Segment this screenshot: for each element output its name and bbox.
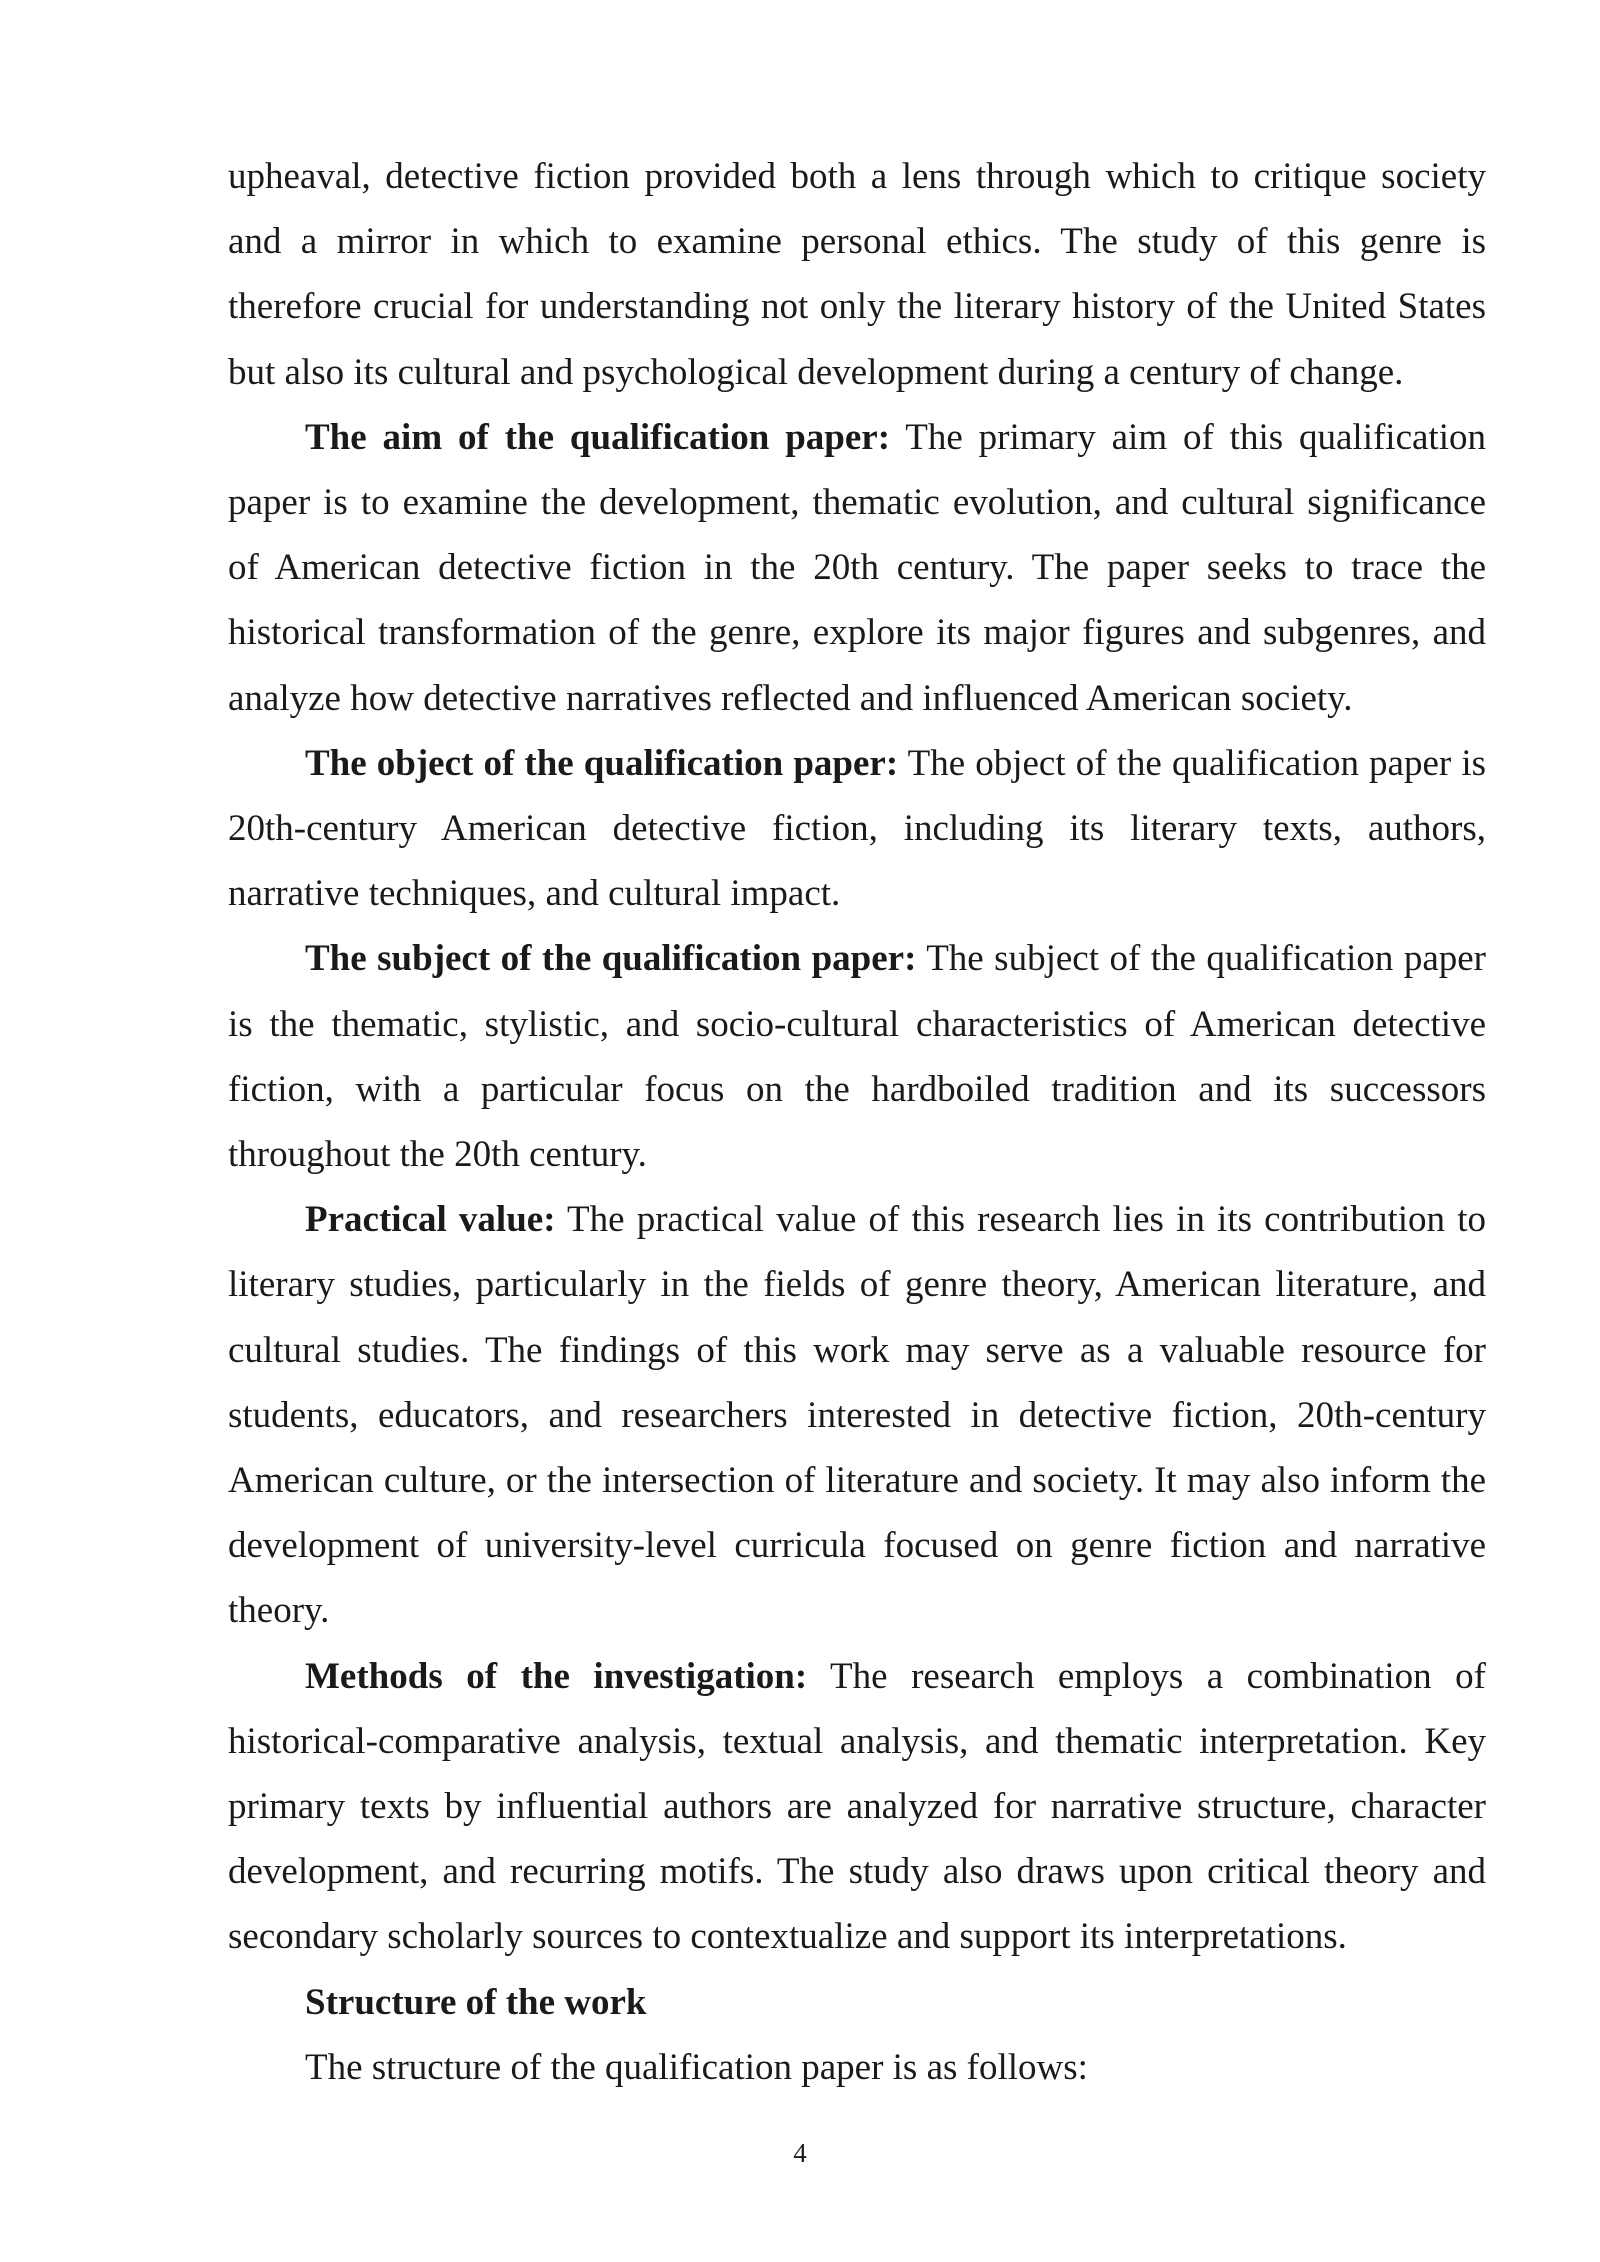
- object-text: The object of the qualification paper is 20th-century American detective fiction, including its literary texts, authors, narrative techniques, and cultural impact.: [228, 742, 1487, 915]
- structure-heading: Structure of the work: [305, 1981, 647, 2023]
- aim-heading: The aim of the qualification paper:: [305, 416, 891, 458]
- aim-text: The primary aim of this qualification paper is to examine the development, thematic evolution, and cultural significance of American detective fiction in the 20th century. The paper seeks to trace the historical transformation of the genre, explore its major figures and subgenres, and analyze how detective narratives reflected and influenced American society.: [228, 416, 1486, 719]
- subject-heading: The subject of the qualification paper:: [305, 938, 917, 980]
- paragraph-methods: [228, 1644, 1486, 1970]
- methods-heading: Methods of the investigation:: [305, 1655, 808, 1697]
- subject-text: The subject of the qualification paper is the thematic, stylistic, and socio-cultural characteristics of American detective fiction, with a particular focus on the hardboiled tradition and its successors throughout the 20th century.: [228, 938, 1486, 1176]
- paragraph-subject: [228, 926, 1486, 1187]
- paragraph-aim: [228, 405, 1486, 731]
- paragraph-intro-continuation: upheaval, detective fiction provided both a lens through which to critique society and a mirror in which to examine personal ethics. The study of this genre is therefore crucial for understanding not only the literary history of the United States but also its cultural and psychological development during a century of change.: [228, 156, 1486, 393]
- practical-value-heading: Practical value:: [305, 1199, 556, 1241]
- practical-value-text: The practical value of this research lies in its contribution to literary studies, particularly in the fields of genre theory, American literature, and cultural studies. The findings of this work may serve as a valuable resource for students, educators, and researchers interested in detective fiction, 20th-century American culture, or the intersection of literature and society. It may also inform the development of university-level curricula focused on genre fiction and narrative theory.: [228, 1199, 1486, 1632]
- methods-text: The research employs a combination of historical-comparative analysis, textual analysis, and thematic interpretation. Key primary texts by influential authors are analyzed for narrative structure, character development, and recurring motifs. The study also draws upon critical theory and secondary scholarly sources to contextualize and support its interpretations.: [228, 1655, 1486, 1958]
- page-number: 4: [793, 2138, 807, 2168]
- structure-text: The structure of the qualification paper is as follows:: [305, 2046, 1088, 2088]
- object-heading: The object of the qualification paper:: [305, 742, 899, 784]
- body-text: [228, 144, 1486, 2100]
- paragraph-object: [228, 731, 1486, 927]
- paragraph-practical-value: [228, 1187, 1486, 1643]
